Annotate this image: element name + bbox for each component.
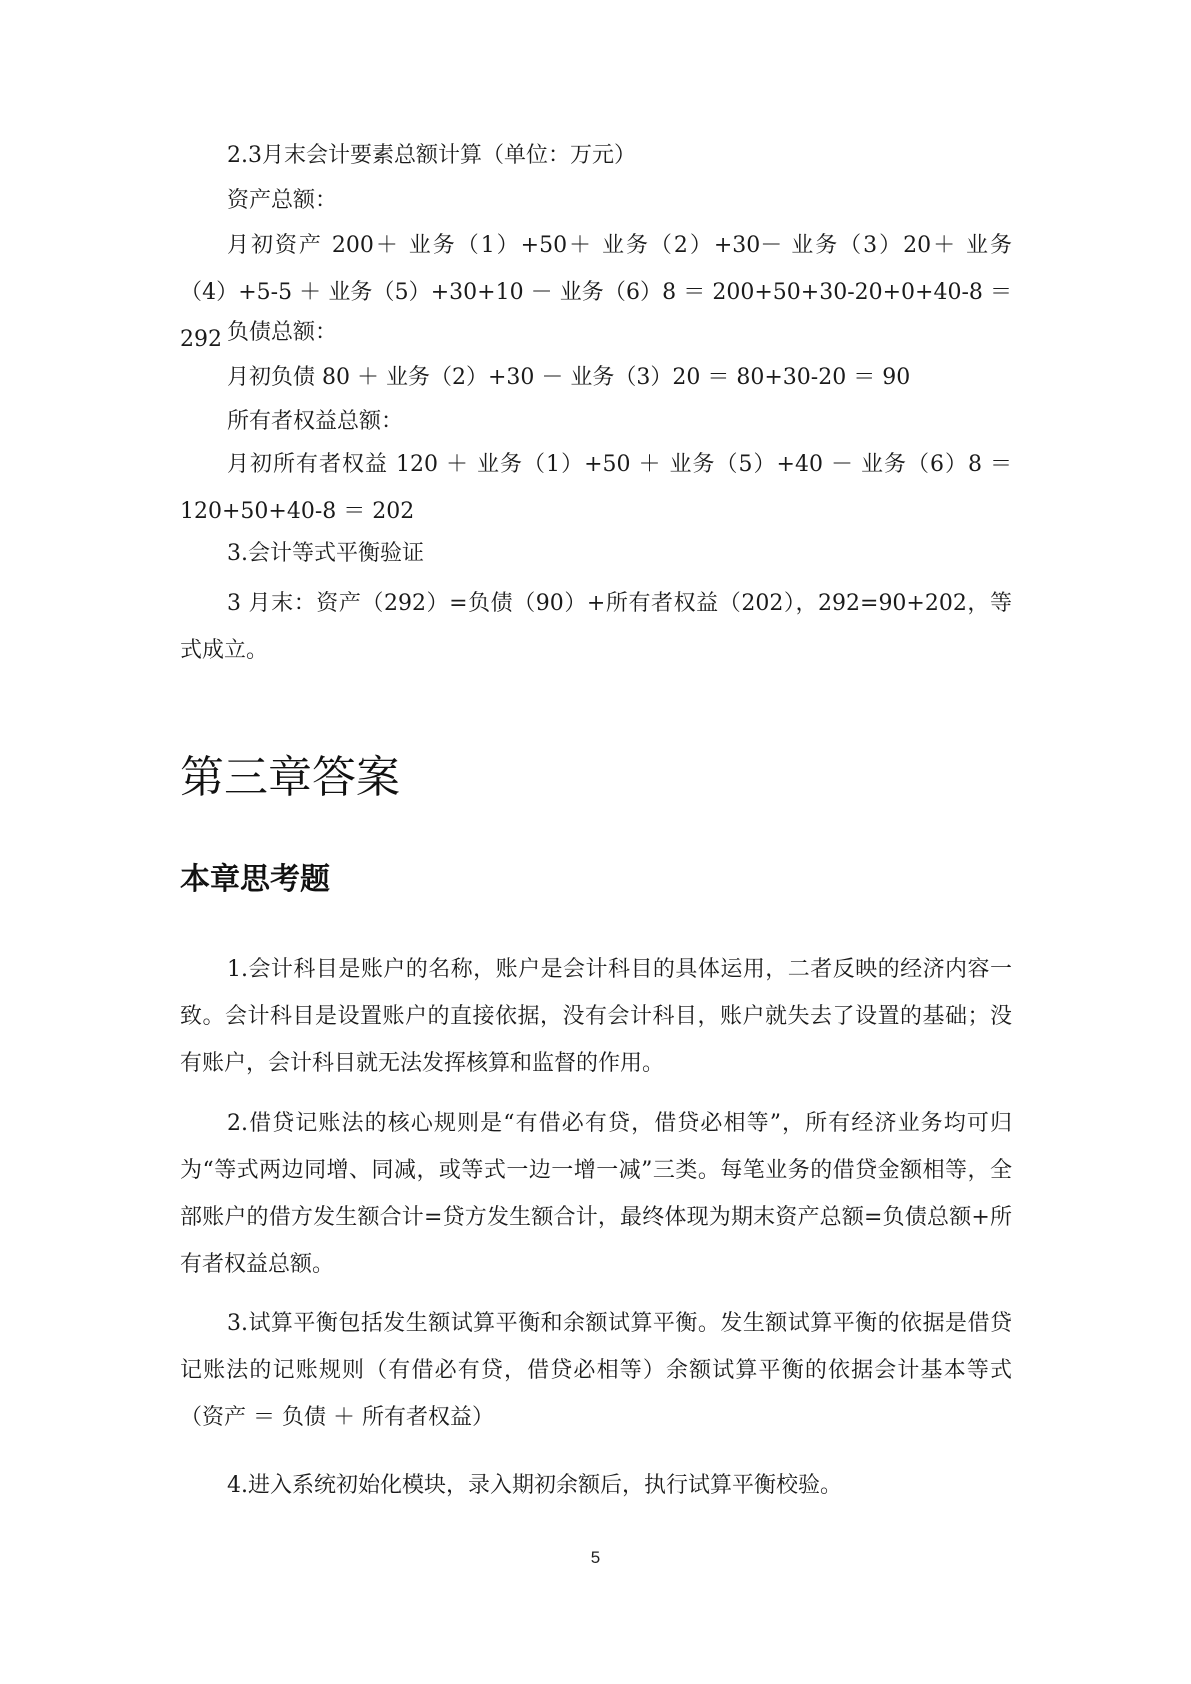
answer-3: 3.试算平衡包括发生额试算平衡和余额试算平衡。发生额试算平衡的依据是借贷记账法的记账规则（有借必有贷，借贷必相等）余额试算平衡的依据会计基本等式（资产 ＝ 负债 ＋ 所有者权益）	[180, 1311, 1012, 1430]
page-number: 5	[590, 1548, 601, 1567]
equity-label: 所有者权益总额：	[227, 409, 404, 434]
liabilities-label: 负债总额：	[227, 320, 338, 345]
equity-formula: 月初所有者权益 120 ＋ 业务（1）+50 ＋ 业务（5）+40 － 业务（6）8 ＝ 120+50+40-8 ＝ 202	[180, 452, 1012, 524]
liabilities-formula: 月初负债 80 ＋ 业务（2）+30 － 业务（3）20 ＝ 80+30-20 ＝ 90	[227, 365, 911, 390]
chapter-title: 第三章答案	[180, 752, 400, 803]
section-3-heading: 3.会计等式平衡验证	[227, 541, 424, 566]
assets-label: 资产总额：	[227, 188, 338, 213]
answer-4: 4.进入系统初始化模块，录入期初余额后，执行试算平衡校验。	[227, 1473, 842, 1498]
section-title: 本章思考题	[180, 862, 330, 897]
section-3-text: 3 月末：资产（292）=负债（90）+所有者权益（202），292=90+202，等式成立。	[180, 591, 1012, 663]
answer-1: 1.会计科目是账户的名称，账户是会计科目的具体运用，二者反映的经济内容一致。会计科目是设置账户的直接依据，没有会计科目，账户就失去了设置的基础；没有账户，会计科目就无法发挥核算和监督的作用。	[180, 957, 1012, 1076]
section-2-3-heading: 2.3月末会计要素总额计算（单位：万元）	[227, 143, 636, 168]
answer-2: 2.借贷记账法的核心规则是“有借必有贷，借贷必相等”，所有经济业务均可归为“等式两边同增、同减，或等式一边一增一减”三类。每笔业务的借贷金额相等，全部账户的借方发生额合计=贷方发生额合计，最终体现为期末资产总额=负债总额+所有者权益总额。	[180, 1111, 1012, 1277]
assets-formula: 月初资产 200＋ 业务（1）+50＋ 业务（2）+30－ 业务（3）20＋ 业务（4）+5-5 ＋ 业务（5）+30+10 － 业务（6）8 ＝ 200+50+30-20+0+40-8 ＝ 292	[180, 233, 1012, 352]
